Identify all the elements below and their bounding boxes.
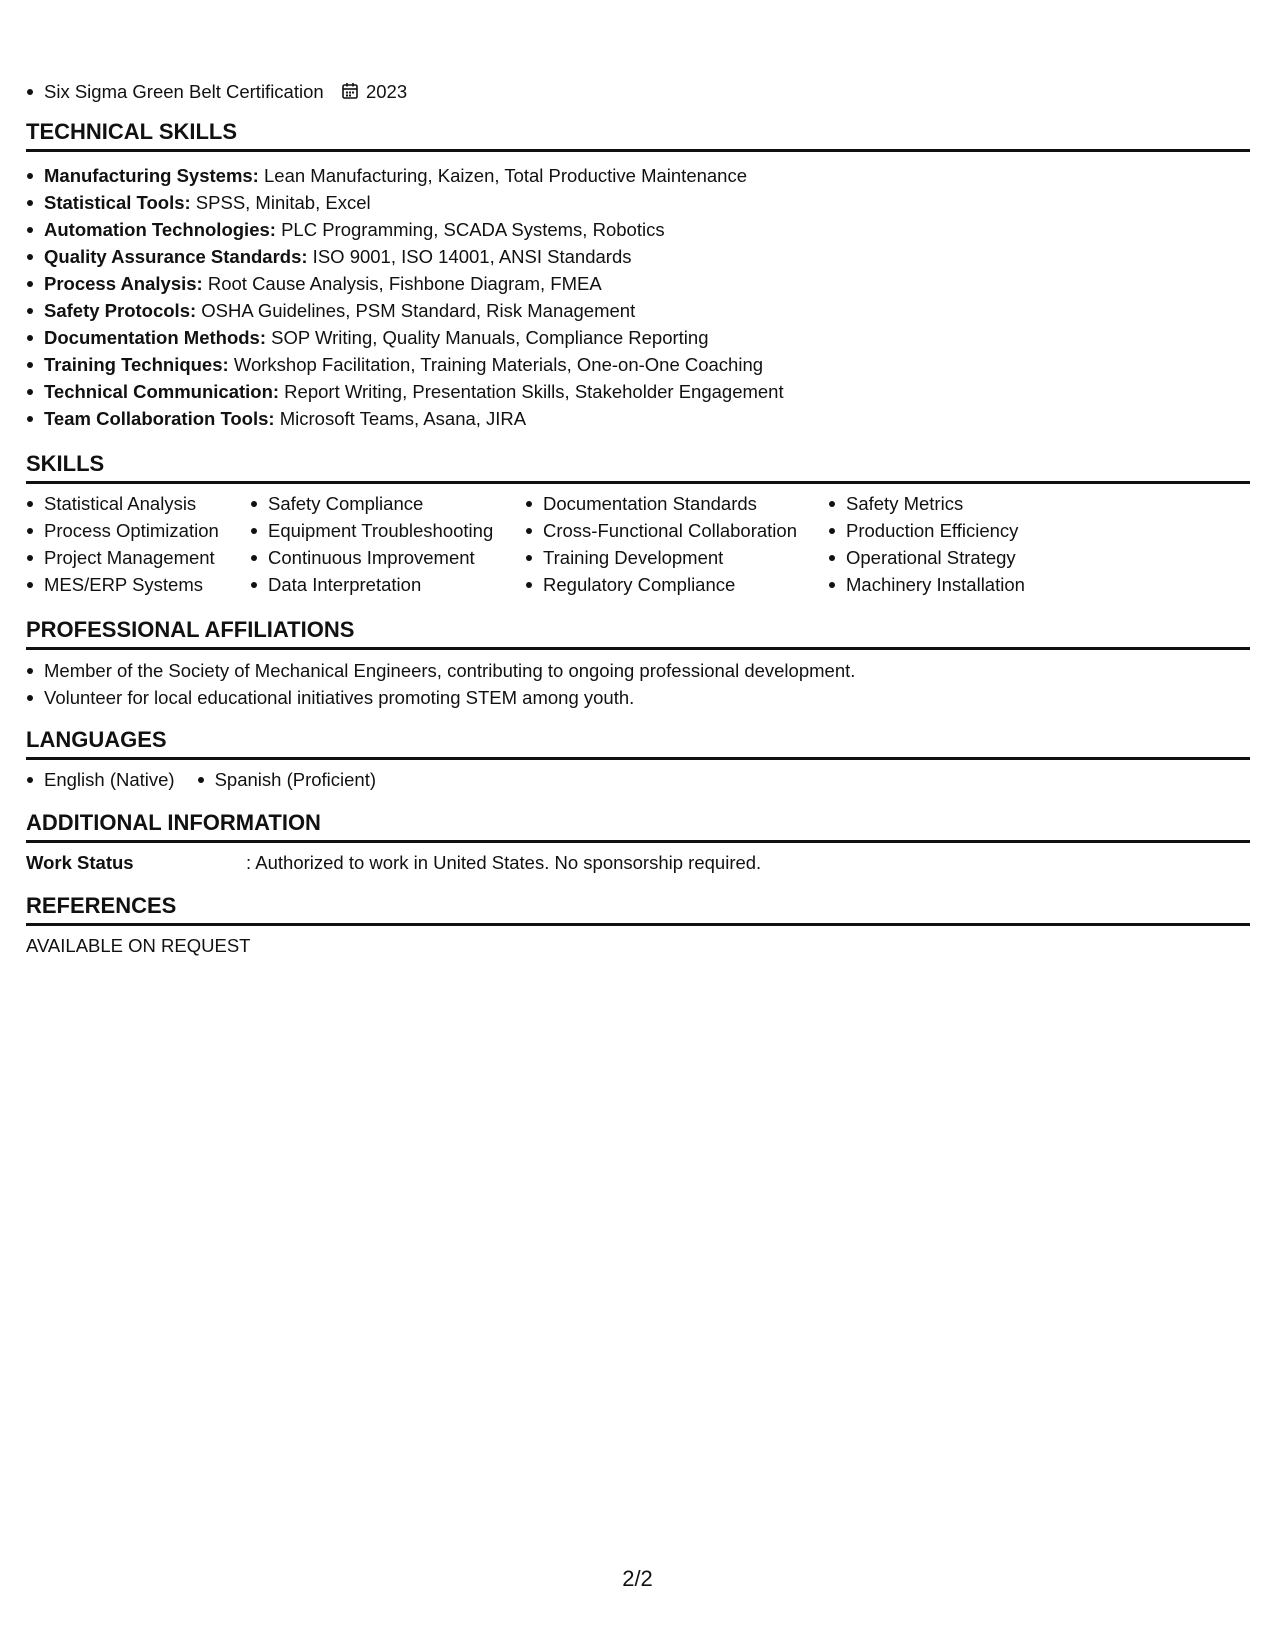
skill-label: Training Techniques: [44,354,229,375]
skill-value: SOP Writing, Quality Manuals, Compliance Reporting [266,327,709,348]
certification-item [26,78,407,107]
skill-item: Production Efficiency [828,517,1078,544]
affiliations-heading: PROFESSIONAL AFFILIATIONS [26,616,1250,650]
skills-column [26,490,232,598]
calendar-icon [341,80,359,107]
technical-skill-item [26,378,1250,405]
languages-heading: LANGUAGES [26,726,1250,760]
skill-item: Regulatory Compliance [525,571,810,598]
skill-item: Project Management [26,544,232,571]
references-heading: REFERENCES [26,892,1250,926]
skill-item: Safety Metrics [828,490,1078,517]
certification-name: Six Sigma Green Belt Certification [44,81,324,102]
skill-value: Report Writing, Presentation Skills, Stakeholder Engagement [279,381,784,402]
skill-item: Safety Compliance [250,490,507,517]
language-item: Spanish (Proficient) [197,766,376,793]
skill-label: Documentation Methods: [44,327,266,348]
additional-info-heading: ADDITIONAL INFORMATION [26,809,1250,843]
technical-skills-list [26,162,1250,432]
skill-value: Workshop Facilitation, Training Materials, One-on-One Coaching [228,354,764,375]
technical-skill-item [26,324,1250,351]
certification-list [26,78,407,107]
skills-grid [26,490,1250,598]
skill-value: Microsoft Teams, Asana, JIRA [274,408,527,429]
skill-label: Process Analysis: [44,273,203,294]
skill-item: Training Development [525,544,810,571]
work-status-row [26,849,1250,876]
skill-label: Statistical Tools: [44,192,191,213]
technical-skill-item [26,189,1250,216]
technical-skill-item [26,243,1250,270]
skill-value: OSHA Guidelines, PSM Standard, Risk Management [196,300,636,321]
technical-skills-heading: TECHNICAL SKILLS [26,118,1250,152]
skill-value: SPSS, Minitab, Excel [190,192,371,213]
skill-item: Continuous Improvement [250,544,507,571]
skill-label: Automation Technologies: [44,219,276,240]
certification-year: 2023 [365,81,408,102]
skill-item: Statistical Analysis [26,490,232,517]
affiliation-item: Member of the Society of Mechanical Engineers, contributing to ongoing professional development. [26,657,1250,684]
skill-item: Cross-Functional Collaboration [525,517,810,544]
skill-item: Process Optimization [26,517,232,544]
skills-column [828,490,1078,598]
skill-item: Data Interpretation [250,571,507,598]
technical-skill-item [26,216,1250,243]
skill-value: PLC Programming, SCADA Systems, Robotics [275,219,665,240]
page-number: 2/2 [622,1566,653,1591]
skill-value: Root Cause Analysis, Fishbone Diagram, FMEA [202,273,602,294]
skill-item: Machinery Installation [828,571,1078,598]
skill-label: Technical Communication: [44,381,280,402]
skill-label: Manufacturing Systems: [44,165,259,186]
language-item: English (Native) [26,766,175,793]
skills-column [525,490,810,598]
technical-skill-item [26,270,1250,297]
skill-label: Quality Assurance Standards: [44,246,308,267]
skill-item: Documentation Standards [525,490,810,517]
affiliations-list [26,657,1250,711]
skill-item: Equipment Troubleshooting [250,517,507,544]
skill-label: Team Collaboration Tools: [44,408,275,429]
work-status-label: Work Status [26,852,134,873]
skill-value: Lean Manufacturing, Kaizen, Total Productive Maintenance [258,165,748,186]
technical-skill-item [26,162,1250,189]
technical-skill-item [26,351,1250,378]
references-text: AVAILABLE ON REQUEST [26,935,251,956]
technical-skill-item [26,297,1250,324]
skills-column [250,490,507,598]
skill-label: Safety Protocols: [44,300,197,321]
skill-item: Operational Strategy [828,544,1078,571]
skill-value: ISO 9001, ISO 14001, ANSI Standards [307,246,632,267]
technical-skill-item [26,405,1250,432]
skill-item: MES/ERP Systems [26,571,232,598]
work-status-value: : Authorized to work in United States. No sponsorship required. [246,852,762,873]
languages-list [26,766,1250,793]
skills-heading: SKILLS [26,450,1250,484]
affiliation-item: Volunteer for local educational initiatives promoting STEM among youth. [26,684,1250,711]
